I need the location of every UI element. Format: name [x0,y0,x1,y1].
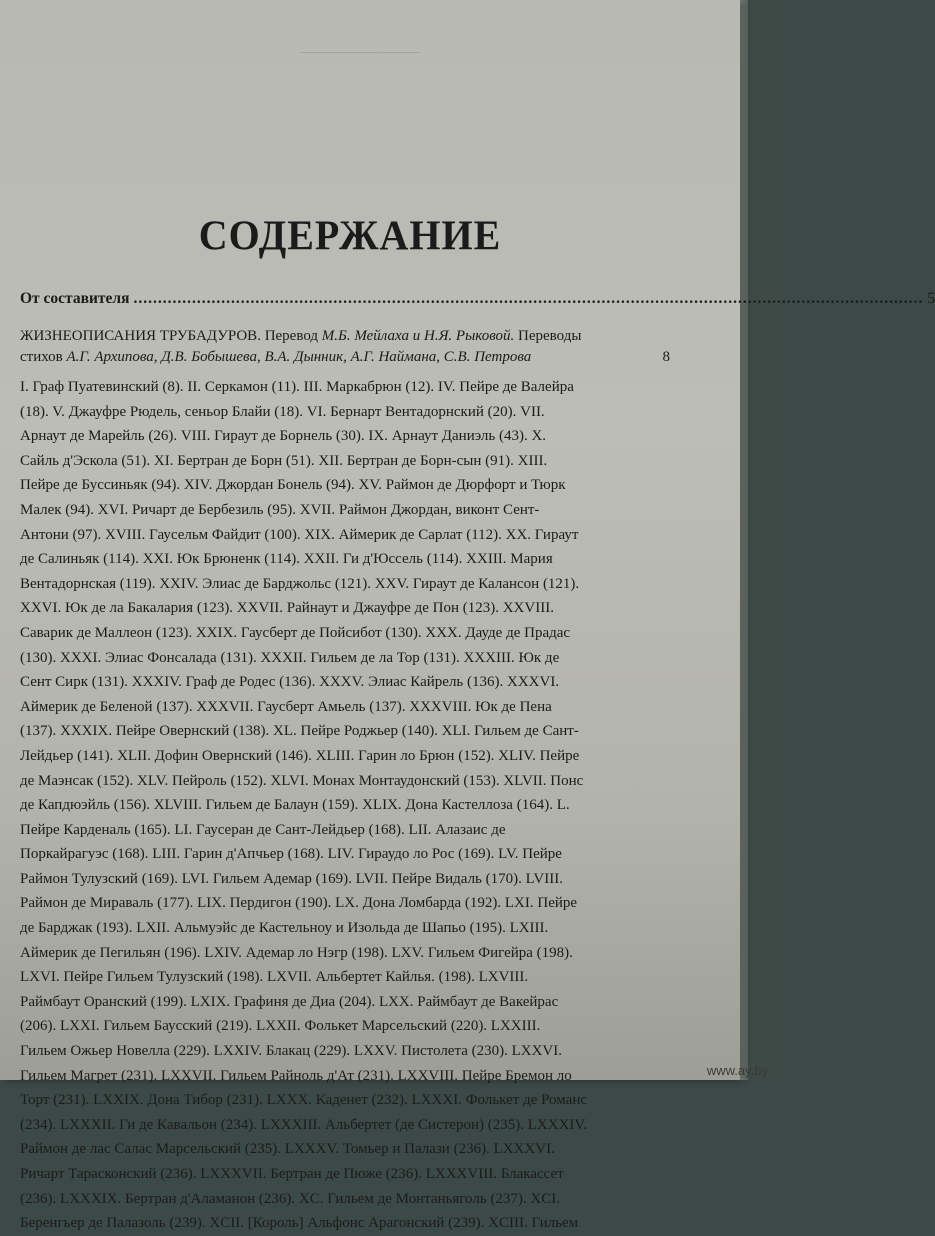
toc-line: I. Граф Пуатевинский (8). II. Серкамон (11). III. Маркабрюн (12). IV. Пейре де Валейра [20,379,574,395]
toc-line: Пейре Карденаль (165). LI. Гаусеран де Сант-Лейдьер (168). LII. Алазаис де [20,821,506,838]
lives-title: ЖИЗНЕОПИСАНИЯ ТРУБАДУРОВ. Перевод [20,328,322,344]
toc-line: Лейдьер (141). XLII. Дофин Овернский (146). XLIII. Гарин ло Брюн (152). XLIV. Пейре [20,747,580,764]
toc-line: де Барджак (193). LXII. Альмуэйс де Кастельноу и Изольда де Шапьо (195). LXIII. [20,920,549,937]
toc-line: Малек (94). XVI. Ричарт де Бербезиль (95). XVII. Раймон Джордан, виконт Сент- [20,501,540,518]
toc-entry-compiler [20,290,935,308]
toc-line: Беренгьер де Палазоль (239). XCII. [Король] Альфонс Арагонский (239). XCIII. Гильем [20,1215,579,1232]
toc-line: де Маэнсак (152). XLV. Пейроль (152). XLVI. Монах Монтаудонский (153). XLVII. Понс [20,772,584,789]
toc-line: Раймон Тулузский (169). LVI. Гильем Адемар (169). LVII. Пейре Видаль (170). LVIII. [20,870,563,887]
toc-line: (236). LXXXIX. Бертран д'Аламанон (236). XC. Гильем де Монтаньяголь (237). XCI. [20,1190,560,1207]
lives-line-2 [20,347,670,368]
toc-line: (206). LXXI. Гильем Баусский (219). LXXII. Фолькет Марсельский (220). LXXIII. [20,1018,541,1035]
toc-line: Гильем Магрет (231). LXXVII. Гильем Райноль д'Ат (231). LXXVIII. Пейре Бремон ло [20,1067,572,1084]
toc-line: (137). XXXIX. Пейре Овернский (138). XL. Пейре Роджьер (140). XLI. Гильем де Сант- [20,723,579,740]
toc-line: (18). V. Джауфре Рюдель, сеньор Блайи (18). VI. Бернарт Вентадорнский (20). VII. [20,403,545,420]
toc-line: де Салиньяк (114). XXI. Юк Брюненк (114). XXII. Ги д'Юссель (114). XXIII. Мария [20,551,553,568]
watermark: www.ay.by [706,1063,768,1078]
toc-line: Вентадорнская (119). XXIV. Элиас де Барджольс (121). XXV. Гираут де Калансон (121). [20,575,580,592]
toc-line: Пейре де Буссиньяк (94). XIV. Джордан Бонель (94). XV. Раймон де Дюрфорт и Тюрк [20,477,566,494]
lives-verse-translators: А.Г. Архипова, Д.В. Бобышева, В.А. Дынник, А.Г. Наймана, С.В. Петрова [66,349,532,365]
leader-dots [133,290,923,308]
toc-line: Раймбаут Оранский (199). LXIX. Графиня де Диа (204). LXX. Раймбаут де Вакейрас [20,993,559,1010]
lives-page-number: 8 [662,349,670,365]
toc-entry-troubadour-lives [20,326,670,368]
toc-line: LXVI. Пейре Гильем Тулузский (198). LXVII. Альбертет Кайлья. (198). LXVIII. [20,969,529,986]
toc-line: Антони (97). XVIII. Гаусельм Файдит (100). XIX. Аймерик де Сарлат (112). XX. Гираут [20,526,579,543]
toc-line: Торт (231). LXXIX. Дона Тибор (231). LXXX. Каденет (232). LXXXI. Фолькет де Романс [20,1092,588,1109]
toc-line: (234). LXXXII. Ги де Кавальон (234). LXXXIII. Альбертет (де Систерон) (235). LXXXIV. [20,1116,588,1133]
toc-line: Ричарт Тарасконский (236). LXXXVII. Бертран де Пюже (236). LXXXVIII. Блакассет [20,1166,564,1182]
lives-verses-prefix: стихов [20,349,67,365]
toc-line: Поркайрагуэс (168). LIII. Гарин д'Апчьер (168). LIV. Гираудо ло Рос (169). LV. Пейре [20,846,562,863]
lives-verse-label: Переводы [514,328,582,344]
toc-line: Аймерик де Пегильян (196). LXIV. Адемар ло Нэгр (198). LXV. Гильем Фигейра (198). [20,944,573,961]
bleed-through-text [300,40,420,53]
toc-line: (130). XXXI. Элиас Фонсалада (131). XXXII. Гильем де ла Тор (131). XXXIII. Юк де [20,649,560,666]
compiler-page-number: 5 [927,290,935,307]
toc-line: Сайль д'Эскола (51). XI. Бертран де Борн (51). XII. Бертран де Борн-сын (91). XIII. [20,452,548,469]
toc-line: Раймон де лас Салас Марсельский (235). LXXXV. Томьер и Палази (236). LXXXVI. [20,1141,555,1158]
page-title: СОДЕРЖАНИЕ [198,211,502,260]
toc-line: Саварик де Маллеон (123). XXIX. Гаусберт де Пойсибот (130). XXX. Дауде де Прадас [20,624,571,641]
toc-line: Сент Сирк (131). XXXIV. Граф де Родес (136). XXXV. Элиас Кайрель (136). XXXVI. [20,674,560,691]
toc-line: XXVI. Юк де ла Бакалария (123). XXVII. Райнаут и Джауфре де Пон (123). XXVIII. [20,600,554,617]
lives-translators: М.Б. Мейлаха и Н.Я. Рыковой. [321,328,515,344]
toc-line: де Капдюэйль (156). XLVIII. Гильем де Балаун (159). XLIX. Дона Кастеллоза (164). L. [20,797,570,814]
toc-line: Аймерик де Беленой (137). XXXVII. Гаусберт Амьель (137). XXXVIII. Юк де Пена [20,698,552,715]
lives-line-1 [20,326,670,347]
toc-line: Арнаут де Марейль (26). VIII. Гираут де Борнель (30). IX. Арнаут Даниэль (43). X. [20,428,547,445]
compiler-label: От составителя [20,290,130,307]
toc-line: Раймон де Мираваль (177). LIX. Пердигон (190). LX. Дона Ломбарда (192). LXI. Пейре [20,895,578,912]
toc-body-text [20,375,680,1236]
toc-line: Гильем Ожьер Новелла (229). LXXIV. Блакац (229). LXXV. Пистолета (230). LXXVI. [20,1043,563,1060]
